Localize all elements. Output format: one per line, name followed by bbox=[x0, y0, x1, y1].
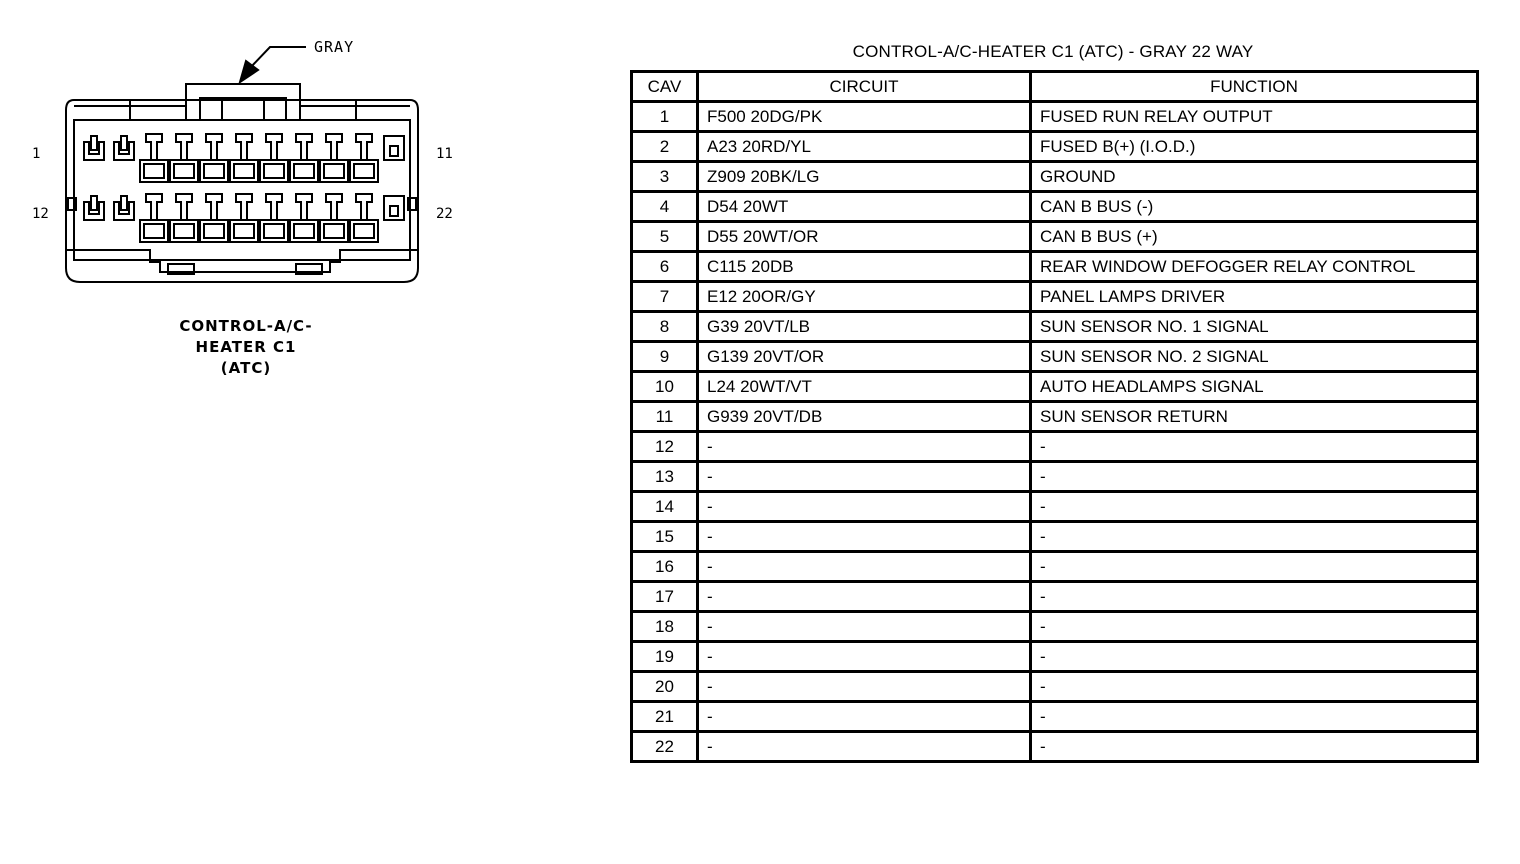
terminal-cavity bbox=[320, 134, 348, 182]
terminal-cavity bbox=[290, 134, 318, 182]
circuit-cell: G139 20VT/OR bbox=[698, 342, 1031, 372]
function-cell: - bbox=[1031, 552, 1478, 582]
function-cell: - bbox=[1031, 672, 1478, 702]
table-row bbox=[632, 462, 1478, 492]
cav-cell: 10 bbox=[632, 372, 698, 402]
function-cell: - bbox=[1031, 732, 1478, 762]
table-row bbox=[632, 522, 1478, 552]
function-cell: AUTO HEADLAMPS SIGNAL bbox=[1031, 372, 1478, 402]
function-cell: - bbox=[1031, 432, 1478, 462]
circuit-cell: - bbox=[698, 432, 1031, 462]
header-cav: CAV bbox=[632, 72, 698, 102]
function-cell: - bbox=[1031, 462, 1478, 492]
cav-cell: 21 bbox=[632, 702, 698, 732]
terminal-cavity bbox=[260, 134, 288, 182]
circuit-cell: L24 20WT/VT bbox=[698, 372, 1031, 402]
function-cell: CAN B BUS (+) bbox=[1031, 222, 1478, 252]
function-cell: SUN SENSOR NO. 1 SIGNAL bbox=[1031, 312, 1478, 342]
table-row bbox=[632, 162, 1478, 192]
terminal-cavity bbox=[230, 134, 258, 182]
function-cell: SUN SENSOR RETURN bbox=[1031, 402, 1478, 432]
cav-cell: 4 bbox=[632, 192, 698, 222]
terminal-cavity bbox=[200, 134, 228, 182]
connector-title-line-3: (ATC) bbox=[220, 359, 272, 377]
table-row bbox=[632, 432, 1478, 462]
cav-cell: 14 bbox=[632, 492, 698, 522]
cav-cell: 20 bbox=[632, 672, 698, 702]
table-row bbox=[632, 132, 1478, 162]
cav-cell: 12 bbox=[632, 432, 698, 462]
table-row bbox=[632, 582, 1478, 612]
cav-cell: 3 bbox=[632, 162, 698, 192]
circuit-cell: - bbox=[698, 522, 1031, 552]
circuit-cell: - bbox=[698, 732, 1031, 762]
pin-label-bottom-right: 22 bbox=[436, 206, 453, 222]
cav-cell: 6 bbox=[632, 252, 698, 282]
circuit-cell: - bbox=[698, 582, 1031, 612]
table-row bbox=[632, 732, 1478, 762]
cav-cell: 15 bbox=[632, 522, 698, 552]
table-row bbox=[632, 252, 1478, 282]
table-row bbox=[632, 192, 1478, 222]
function-cell: - bbox=[1031, 702, 1478, 732]
pin-label-top-right: 11 bbox=[436, 146, 453, 162]
terminal-cavity bbox=[170, 134, 198, 182]
terminal-cavity bbox=[84, 136, 104, 160]
terminal-cavity bbox=[140, 194, 168, 242]
header-circuit: CIRCUIT bbox=[698, 72, 1031, 102]
function-cell: PANEL LAMPS DRIVER bbox=[1031, 282, 1478, 312]
table-title: CONTROL-A/C-HEATER C1 (ATC) - GRAY 22 WAY bbox=[852, 42, 1254, 61]
circuit-cell: - bbox=[698, 492, 1031, 522]
circuit-cell: - bbox=[698, 552, 1031, 582]
function-cell: - bbox=[1031, 492, 1478, 522]
circuit-cell: A23 20RD/YL bbox=[698, 132, 1031, 162]
terminal-cavity bbox=[350, 194, 378, 242]
table-row bbox=[632, 312, 1478, 342]
circuit-cell: D55 20WT/OR bbox=[698, 222, 1031, 252]
connector-color-label: GRAY bbox=[314, 38, 355, 56]
function-cell: GROUND bbox=[1031, 162, 1478, 192]
table-row bbox=[632, 372, 1478, 402]
circuit-cell: - bbox=[698, 462, 1031, 492]
circuit-cell: D54 20WT bbox=[698, 192, 1031, 222]
terminal-cavity bbox=[260, 194, 288, 242]
circuit-cell: G939 20VT/DB bbox=[698, 402, 1031, 432]
circuit-cell: Z909 20BK/LG bbox=[698, 162, 1031, 192]
function-cell: REAR WINDOW DEFOGGER RELAY CONTROL bbox=[1031, 252, 1478, 282]
function-cell: FUSED B(+) (I.O.D.) bbox=[1031, 132, 1478, 162]
table-row bbox=[632, 102, 1478, 132]
cav-cell: 18 bbox=[632, 612, 698, 642]
cav-cell: 19 bbox=[632, 642, 698, 672]
terminal-cavity bbox=[350, 134, 378, 182]
circuit-cell: E12 20OR/GY bbox=[698, 282, 1031, 312]
cav-cell: 13 bbox=[632, 462, 698, 492]
cav-cell: 9 bbox=[632, 342, 698, 372]
terminal-cavity bbox=[114, 196, 134, 220]
function-cell: - bbox=[1031, 642, 1478, 672]
cav-cell: 8 bbox=[632, 312, 698, 342]
function-cell: SUN SENSOR NO. 2 SIGNAL bbox=[1031, 342, 1478, 372]
terminal-cavity bbox=[320, 194, 348, 242]
terminal-cavity bbox=[200, 194, 228, 242]
pin-label-top-left: 1 bbox=[32, 146, 41, 162]
cav-cell: 7 bbox=[632, 282, 698, 312]
cav-cell: 2 bbox=[632, 132, 698, 162]
table-row bbox=[632, 672, 1478, 702]
gray-arrowhead bbox=[240, 61, 258, 82]
function-cell: CAN B BUS (-) bbox=[1031, 192, 1478, 222]
cav-cell: 5 bbox=[632, 222, 698, 252]
table-row bbox=[632, 492, 1478, 522]
circuit-cell: - bbox=[698, 672, 1031, 702]
function-cell: - bbox=[1031, 522, 1478, 552]
function-cell: - bbox=[1031, 582, 1478, 612]
cav-cell: 16 bbox=[632, 552, 698, 582]
terminal-cavity bbox=[84, 196, 104, 220]
cav-cell: 22 bbox=[632, 732, 698, 762]
circuit-cell: C115 20DB bbox=[698, 252, 1031, 282]
terminal-cavity bbox=[230, 194, 258, 242]
table-row bbox=[632, 612, 1478, 642]
pinout-table bbox=[630, 70, 1479, 763]
connector-body bbox=[66, 100, 418, 282]
circuit-cell: - bbox=[698, 612, 1031, 642]
table-row bbox=[632, 702, 1478, 732]
table-row bbox=[632, 642, 1478, 672]
table-row bbox=[632, 222, 1478, 252]
terminal-cavity bbox=[384, 136, 404, 160]
table-header-row bbox=[632, 72, 1478, 102]
cav-cell: 11 bbox=[632, 402, 698, 432]
connector-title-line-2: HEATER C1 bbox=[195, 338, 297, 356]
connector-title bbox=[130, 316, 362, 379]
circuit-cell: - bbox=[698, 642, 1031, 672]
connector-lock-tab bbox=[186, 84, 300, 120]
table-row bbox=[632, 282, 1478, 312]
cav-cell: 17 bbox=[632, 582, 698, 612]
terminal-cavity bbox=[114, 136, 134, 160]
terminal-cavity bbox=[384, 196, 404, 220]
table-row bbox=[632, 402, 1478, 432]
terminal-cavity bbox=[290, 194, 318, 242]
terminal-cavity bbox=[140, 134, 168, 182]
terminal-cavity bbox=[170, 194, 198, 242]
header-function: FUNCTION bbox=[1031, 72, 1478, 102]
function-cell: FUSED RUN RELAY OUTPUT bbox=[1031, 102, 1478, 132]
pin-label-bottom-left: 12 bbox=[32, 206, 49, 222]
circuit-cell: - bbox=[698, 702, 1031, 732]
table-row bbox=[632, 552, 1478, 582]
circuit-cell: F500 20DG/PK bbox=[698, 102, 1031, 132]
circuit-cell: G39 20VT/LB bbox=[698, 312, 1031, 342]
connector-title-line-1: CONTROL-A/C- bbox=[179, 317, 313, 335]
function-cell: - bbox=[1031, 612, 1478, 642]
table-row bbox=[632, 342, 1478, 372]
cav-cell: 1 bbox=[632, 102, 698, 132]
gray-leader-line bbox=[250, 47, 306, 68]
